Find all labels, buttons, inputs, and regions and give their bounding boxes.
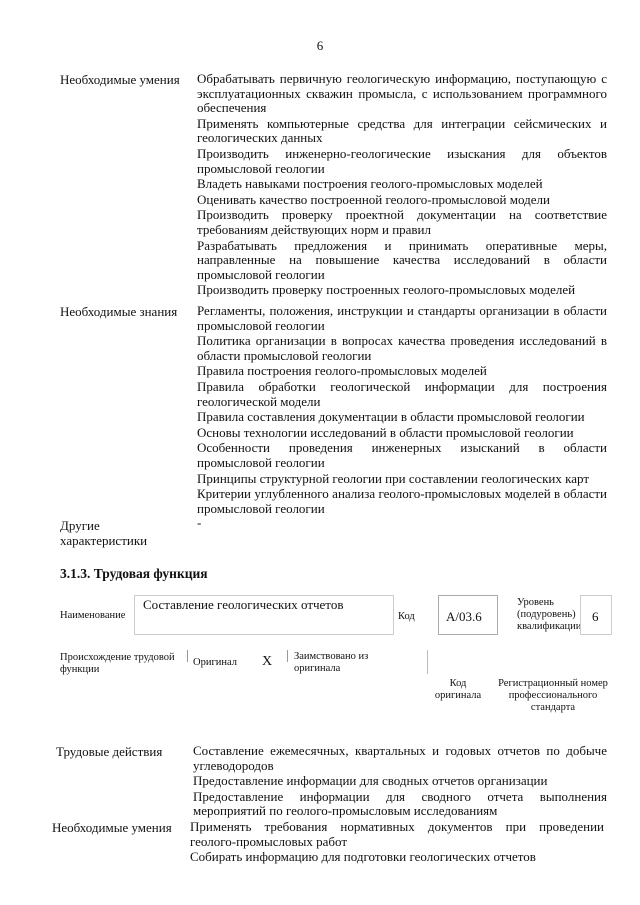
list-item: Правила составления документации в области промысловой геологии [197,409,585,425]
skills-list-2 [190,820,604,866]
list-item: Предоставление информации для сводных отчетов организации [193,773,548,789]
list-item: Производить инженерно-геологические изыскания для объектов промысловой геологии [197,145,607,176]
actions-label: Трудовые действия [56,744,163,759]
level-value: 6 [592,609,599,624]
reg-number-label: Регистрационный номер профессионального стандарта [498,678,608,713]
list-item: Правила построения геолого-промысловых моделей [197,363,487,379]
level-label: Уровень (подуровень) квалификации [517,597,582,632]
list-item: Владеть навыками построения геолого-промысловых моделей [197,176,543,192]
page-number: 6 [316,38,324,53]
list-item: Политика организации в вопросах качества проведения исследований в области промысловой геологии [197,333,607,363]
original-mark: X [262,654,273,669]
list-item: Собирать информацию для подготовки геологических отчетов [190,849,536,865]
borrowed-label: Заимствовано из оригинала [294,651,369,674]
list-item: Принципы структурной геологии при составлении геологических карт [197,470,589,486]
section-heading: 3.1.3. Трудовая функция [60,566,208,581]
list-item: Критерии углубленного анализа геолого-промысловых моделей в области промысловой геологии [197,486,607,516]
list-item: Применять требования нормативных документов при проведении геолого-промысловых работ [190,819,604,849]
original-label: Оригинал [193,657,237,668]
name-value: Составление геологических отчетов [143,597,344,612]
list-item: Производить проверку построенных геолого-промысловых моделей [197,282,576,298]
list-item: Основы технологии исследований в области промысловой геологии [197,424,574,440]
origin-label: Происхождение трудовой функции [60,652,175,675]
list-item: Правила обработки геологической информации для построения геологической модели [197,378,607,409]
list-item: Особенности проведения инженерных изысканий в области промысловой геологии [197,440,607,470]
other-value: - [197,515,202,530]
list-item: Производить проверку проектной документации на соответствие требованиям действующих норм и правил [197,207,607,237]
skills-label: Необходимые умения [60,72,180,87]
list-item: Оценивать качество построенной геолого-промысловой модели [197,191,550,207]
list-item: Предоставление информации для сводного отчета выполнения мероприятий по геолого-промысловым исследованиям [193,788,607,819]
list-item: Составление ежемесячных, квартальных и годовых отчетов по добыче углеводородов [193,743,607,773]
code-original-label: Код оригинала [434,678,482,701]
skills-list [197,72,607,299]
list-item: Разрабатывать предложения и принимать оперативные меры, направленные на повышение качества исследований в области промысловой геологии [197,237,607,282]
code-value: А/03.6 [446,609,482,624]
name-label: Наименование [60,610,126,621]
code-label: Код [398,611,415,622]
skills-label-2: Необходимые умения [52,820,172,835]
other-label: Другие характеристики [60,518,148,548]
knowledge-list [197,304,607,517]
list-item: Регламенты, положения, инструкции и стандарты организации в области промысловой геологии [197,303,607,333]
actions-list [193,744,607,820]
knowledge-label: Необходимые знания [60,304,178,319]
list-item: Применять компьютерные средства для интеграции сейсмических и геологических данных [197,115,607,146]
list-item: Обрабатывать первичную геологическую информацию, поступающую с эксплуатационных скважин промысла, с использованием программного обеспечения [197,71,607,116]
